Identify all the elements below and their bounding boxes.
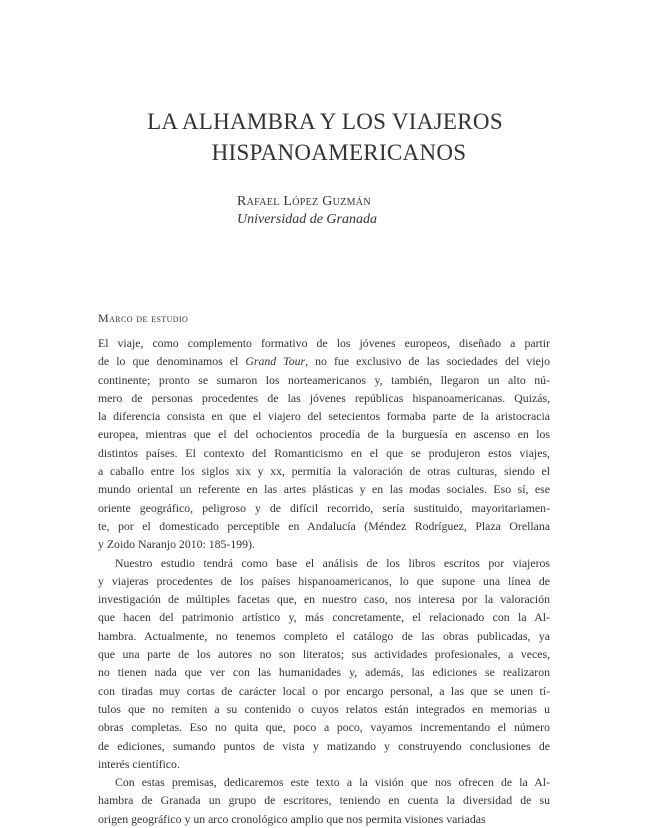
chapter-title [0, 106, 650, 168]
text-line: te, por el domesticado perceptible en Andalucía (Méndez Rodríguez, Plaza Orellana [98, 518, 550, 533]
author-affiliation: Universidad de Granada [237, 212, 377, 227]
text-line: El viaje, como complemento formativo de los jóvenes europeos, diseñado a partir [98, 336, 550, 350]
text-line: hambra de Granada un grupo de escritores, teniendo en cuenta la diversidad de su [98, 793, 550, 808]
text-line: a caballo entre los siglos xix y xx, permitía la valoración de otras culturas, siendo el [98, 464, 550, 479]
text-line: de ediciones, sumando puntos de vista y matizando y construyendo conclusiones de [98, 738, 550, 753]
text-line: oriente geográfico, peligroso y de difícil recorrido, sería sustituido, mayoritariamen- [98, 500, 550, 515]
text-line: mero de personas procedentes de las jóvenes repúblicas hispanoamericanas. Quizás, [98, 390, 550, 405]
text-line: Con estas premisas, dedicaremos este texto a la visión que nos ofrecen de la Al- [115, 775, 550, 790]
text-line: y Zoido Naranjo 2010: 185-199). [98, 537, 255, 552]
text-line: mundo oriental un referente en las artes plásticas y en las modas sociales. Eso sí, ese [98, 482, 550, 497]
text-line: que una parte de los autores no son literatos; sus actividades profesionales, a veces, [98, 647, 550, 662]
paragraph [98, 773, 550, 828]
text-line: que hacen del patrimonio artístico y, más concretamente, el relacionado con la Al- [98, 610, 550, 625]
text-line: interés científico. [98, 756, 180, 771]
author-block [237, 193, 577, 229]
chapter-title-line-2: HISPANOAMERICANOS [211, 140, 467, 165]
text-line: con tiradas muy cortas de carácter local o por encargo personal, a las que se unen tí- [98, 683, 550, 698]
section-heading: Marco de estudio [98, 311, 189, 325]
text-line: hambra. Actualmente, no tenemos completo el catálogo de las obras publicadas, ya [98, 628, 550, 643]
author-name: Rafael López Guzmán [237, 194, 371, 209]
text-line: europea, mientras que el del ochocientos procedía de la burguesía en ascenso en los [98, 427, 550, 442]
chapter-title-line-1: LA ALHAMBRA Y LOS VIAJEROS [147, 109, 503, 134]
body-text [98, 334, 550, 828]
text-line: y viajeras procedentes de los países hispanoamericanos, lo que supone una línea de [98, 573, 550, 588]
text-line: no tienen nada que ver con las humanidades y, además, las ediciones se realizaron [98, 665, 550, 680]
text-line: distintos países. El contexto del Romanticismo en el que se produjeron estos viajes, [98, 445, 550, 460]
text-line: la diferencia consista en que el viajero del setecientos formaba parte de la aristocracia [98, 409, 550, 424]
paragraph [98, 554, 550, 774]
paragraph [98, 334, 550, 554]
text-line: de lo que denominamos el Grand Tour, no fue exclusivo de las sociedades del viejo [98, 354, 550, 369]
text-line: obras completas. Eso no quita que, poco a poco, vayamos incrementando el número [98, 720, 550, 735]
text-line: tulos que no remiten a su contenido o cuyos relatos están integrados en memorias u [98, 701, 550, 716]
text-line: Nuestro estudio tendrá como base el análisis de los libros escritos por viajeros [115, 555, 550, 570]
text-line: investigación de múltiples facetas que, en nuestro caso, nos interesa por la valoración [98, 592, 550, 607]
text-line: continente; pronto se sumaron los norteamericanos y, también, llegaron un alto nú- [98, 372, 550, 387]
text-line: origen geográfico y un arco cronológico amplio que nos permita visiones variadas [98, 811, 486, 826]
